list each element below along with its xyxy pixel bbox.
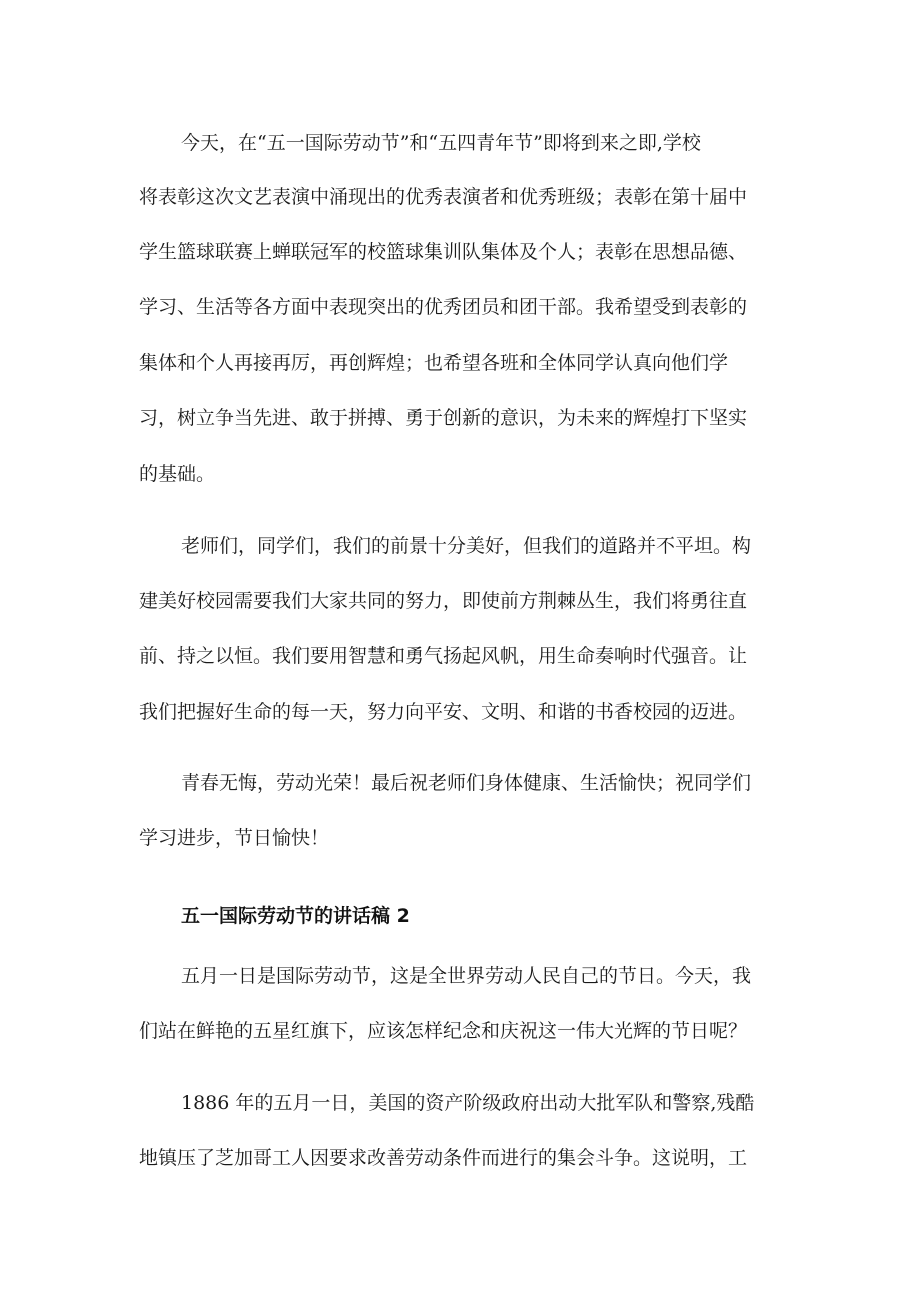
paragraph-4-line-1: 五月一日是国际劳动节，这是全世界劳动人民自己的节日。今天，我	[181, 965, 752, 987]
paragraph-2-line-2: 建美好校园需要我们大家共同的努力，即使前方荆棘丛生，我们将勇往直	[139, 590, 748, 612]
paragraph-4-line-2: 们站在鲜艳的五星红旗下，应该怎样纪念和庆祝这一伟大光辉的节日呢？	[139, 1020, 748, 1042]
paragraph-5-line-1: 1886 年的五月一日，美国的资产阶级政府出动大批军队和警察,残酷	[181, 1092, 755, 1114]
section-heading: 五一国际劳动节的讲话稿 2	[181, 905, 410, 927]
paragraph-1-line-2: 将表彰这次文艺表演中涌现出的优秀表演者和优秀班级；表彰在第十届中	[139, 186, 748, 208]
paragraph-1-line-4: 学习、生活等各方面中表现突出的优秀团员和团干部。我希望受到表彰的	[139, 296, 748, 318]
paragraph-1-line-5: 集体和个人再接再厉，再创辉煌；也希望各班和全体同学认真向他们学	[139, 352, 729, 374]
paragraph-1-line-3: 学生篮球联赛上蝉联冠军的校篮球集训队集体及个人；表彰在思想品德、	[139, 241, 748, 263]
paragraph-1-line-1: 今天，在“五一国际劳动节”和“五四青年节”即将到来之即,学校	[181, 132, 701, 154]
paragraph-3-line-2: 学习进步，节日愉快！	[139, 827, 330, 849]
paragraph-3-line-1: 青春无悔，劳动光荣！最后祝老师们身体健康、生活愉快；祝同学们	[181, 772, 752, 794]
paragraph-5-line-2: 地镇压了芝加哥工人因要求改善劳动条件而进行的集会斗争。这说明，工	[139, 1147, 748, 1169]
paragraph-2-line-4: 我们把握好生命的每一天，努力向平安、文明、和谐的书香校园的迈进。	[139, 701, 748, 723]
paragraph-1-line-6: 习，树立争当先进、敢于拼搏、勇于创新的意识，为未来的辉煌打下坚实	[139, 407, 748, 429]
paragraph-2-line-3: 前、持之以恒。我们要用智慧和勇气扬起风帆，用生命奏响时代强音。让	[139, 645, 748, 667]
paragraph-1-line-7: 的基础。	[139, 463, 216, 485]
paragraph-2-line-1: 老师们，同学们，我们的前景十分美好，但我们的道路并不平坦。构	[181, 535, 752, 557]
